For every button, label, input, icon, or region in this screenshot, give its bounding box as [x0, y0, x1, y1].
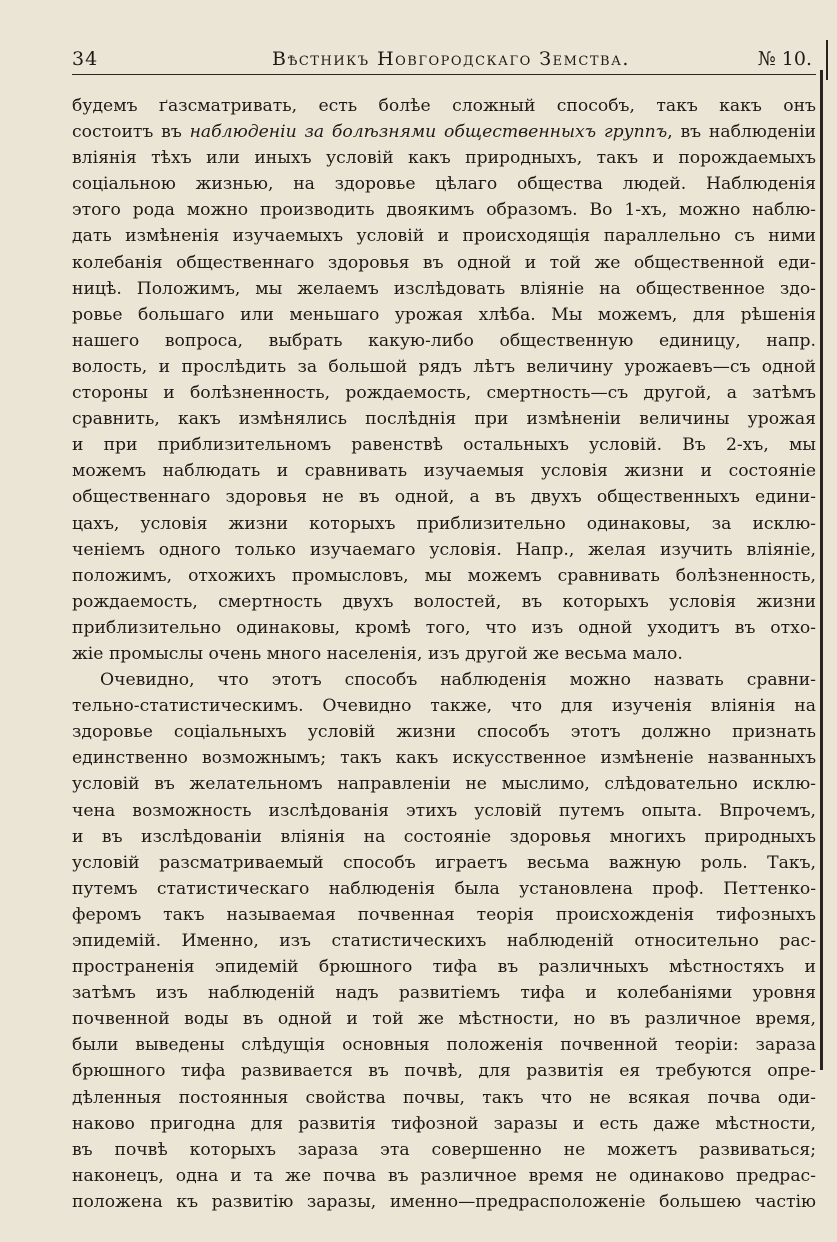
- text-segment: состоитъ въ: [72, 122, 190, 143]
- text-line: [72, 119, 816, 145]
- text-line: колебанія общественнаго здоровья въ одной и той же общественной еди-: [72, 252, 816, 273]
- header-rule: [72, 74, 816, 75]
- text-line: ровье большаго или меньшаго урожая хлѣба. Мы можемъ, для рѣшенія: [72, 304, 816, 325]
- text-line: соціальною жизнью, на здоровье цѣлаго общества людей. Наблюденія: [72, 174, 816, 195]
- text-line: и при приблизительномъ равенствѣ остальныхъ условій. Въ 2-хъ, мы: [72, 435, 816, 456]
- text-line: ченіемъ одного только изучаемаго условія. Напр., желая изучить вліяніе,: [72, 539, 816, 560]
- running-header: [72, 46, 816, 74]
- text-line: вліянія тѣхъ или иныхъ условій какъ природныхъ, такъ и порождаемыхъ: [72, 148, 816, 169]
- text-line: единственно возможнымъ; такъ какъ искусственное измѣненіе названныхъ: [72, 748, 816, 769]
- text-line: этого рода можно производить двоякимъ образомъ. Во 1-хъ, можно наблю-: [72, 200, 816, 221]
- text-line: и въ изслѣдованіи вліянія на состояніе здоровья многихъ природныхъ: [72, 826, 816, 847]
- text-line: почвенной воды въ одной и той же мѣстности, но въ различное время,: [72, 1009, 816, 1030]
- text-line: были выведены слѣдущія основныя положенія почвенной теоріи: зараза: [72, 1035, 816, 1056]
- text-line: затѣмъ изъ наблюденій надъ развитіемъ тифа и колебаніями уровня: [72, 983, 816, 1004]
- text-line: можемъ наблюдать и сравнивать изучаемыя условія жизни и состояніе: [72, 461, 816, 482]
- text-line: ницѣ. Положимъ, мы желаемъ изслѣдовать вліяніе на общественное здо-: [72, 278, 816, 299]
- italic-emphasis: наблюденіи за болѣзнями общественныхъ группъ: [189, 122, 668, 143]
- body-text: [72, 93, 816, 1215]
- text-line: нашего вопроса, выбрать какую-либо общественную единицу, напр.: [72, 330, 816, 351]
- text-line: положимъ, отхожихъ промысловъ, мы можемъ сравнивать болѣзненность,: [72, 565, 816, 586]
- text-line: здоровье соціальныхъ условій жизни способъ этотъ должно признать: [72, 722, 816, 743]
- text-line: условій разсматриваемый способъ играетъ весьма важную роль. Такъ,: [72, 852, 816, 873]
- text-line: брюшного тифа развивается въ почвѣ, для развитія ея требуются опре-: [72, 1061, 816, 1082]
- text-line: феромъ такъ называемая почвенная теорія происхожденія тифозныхъ: [72, 904, 816, 925]
- text-line: въ почвѣ которыхъ зараза эта совершенно не можетъ развиваться;: [72, 1139, 816, 1160]
- text-line: будемъ ґазсматривать, есть болѣе сложный способъ, такъ какъ онъ: [72, 96, 816, 116]
- text-line: приблизительно одинаковы, кромѣ того, что изъ одной уходитъ въ отхо-: [72, 617, 816, 638]
- text-line: стороны и болѣзненность, рождаемость, смертность—съ другой, а затѣмъ: [72, 383, 816, 404]
- text-line: пространенія эпидемій брюшного тифа въ различныхъ мѣстностяхъ и: [72, 957, 816, 978]
- text-line: волость, и прослѣдить за большой рядъ лѣтъ величину урожаевъ—съ одной: [72, 356, 816, 377]
- text-line: дѣленныя постоянныя свойства почвы, такъ что не всякая почва оди-: [72, 1087, 816, 1108]
- page-binding-edge: [820, 70, 823, 1070]
- text-line: условій въ желательномъ направленіи не мыслимо, слѣдовательно исклю-: [72, 774, 816, 795]
- text-line: эпидемій. Именно, изъ статистическихъ наблюденій относительно рас-: [72, 931, 816, 951]
- text-line: общественнаго здоровья не въ одной, а въ двухъ общественныхъ едини-: [72, 487, 816, 508]
- text-line: тельно-статистическимъ. Очевидно также, что для изученія вліянія на: [72, 696, 816, 717]
- text-line: путемъ статистическаго наблюденія была установлена проф. Петтенко-: [72, 878, 816, 899]
- journal-title: Вѣстникъ Новгородскаго Земства.: [272, 48, 630, 70]
- text-line: наконецъ, одна и та же почва въ различное время не одинаково предрас-: [72, 1165, 816, 1186]
- text-line: дать измѣненія изучаемыхъ условій и происходящія параллельно съ ними: [72, 226, 816, 247]
- text-line: чена возможность изслѣдованія этихъ условій путемъ опыта. Впрочемъ,: [72, 800, 816, 821]
- page-number: 34: [72, 48, 99, 70]
- text-line: жіе промыслы очень много населенія, изъ другой же весьма мало.: [72, 643, 683, 664]
- text-line: положена къ развитію заразы, именно—предрасположеніе большею частію: [72, 1191, 816, 1212]
- text-line: Очевидно, что этотъ способъ наблюденія можно назвать сравни-: [100, 670, 816, 691]
- next-page-edge-top: [826, 40, 828, 80]
- text-line: сравнить, какъ измѣнялись послѣднія при измѣненіи величины урожая: [72, 409, 816, 430]
- issue-number: № 10.: [757, 48, 812, 70]
- text-line: рождаемость, смертность двухъ волостей, въ которыхъ условія жизни: [72, 591, 816, 612]
- text-line: цахъ, условія жизни которыхъ приблизительно одинаковы, за исклю-: [72, 513, 816, 534]
- text-segment: , въ наблюденіи: [667, 122, 816, 143]
- text-line: наково пригодна для развитія тифозной заразы и есть даже мѣстности,: [72, 1113, 816, 1134]
